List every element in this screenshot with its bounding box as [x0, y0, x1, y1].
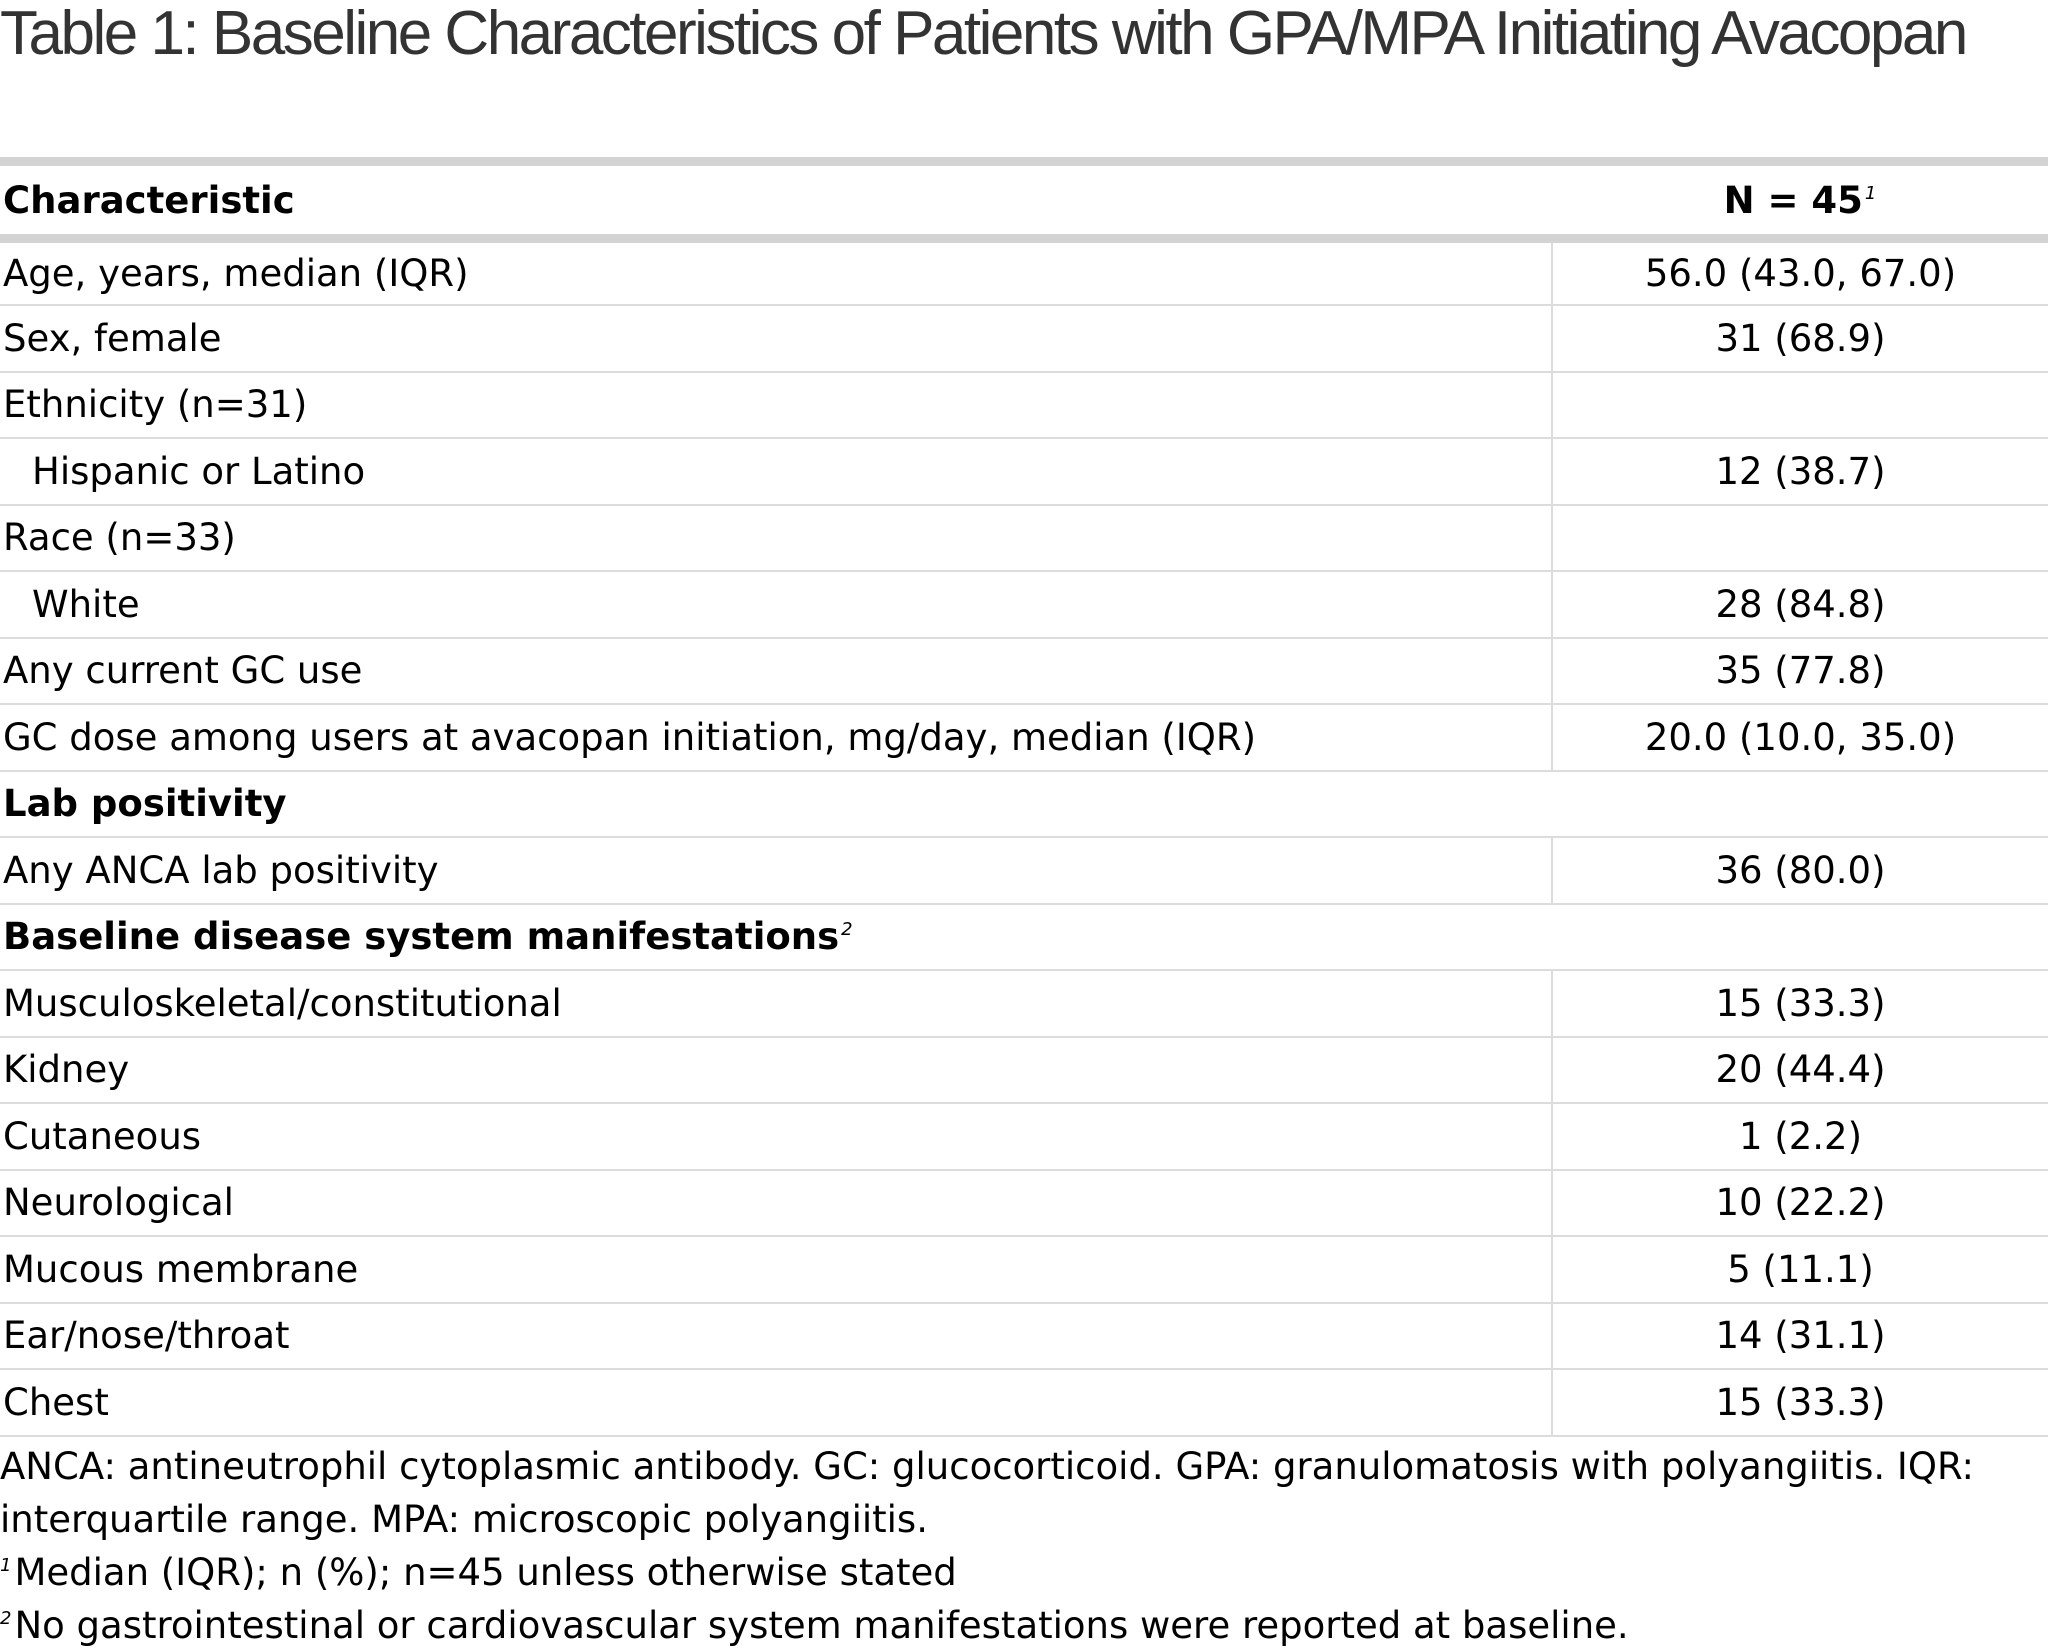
row-value: 35 (77.8)	[1552, 638, 2048, 705]
row-value	[1552, 505, 2048, 572]
row-value: 10 (22.2)	[1552, 1170, 2048, 1237]
row-value: 31 (68.9)	[1552, 305, 2048, 372]
table-row	[0, 1236, 2048, 1303]
footnote-2	[0, 1599, 2040, 1652]
column-header-characteristic: Characteristic	[0, 162, 1552, 239]
row-value: 15 (33.3)	[1552, 1369, 2048, 1436]
column-header-n-label: N = 45	[1723, 178, 1863, 222]
table-title: Table 1: Baseline Characteristics of Patients with GPA/MPA Initiating Avacopan	[0, 0, 1966, 68]
table-row	[0, 1303, 2048, 1370]
table-row	[0, 1037, 2048, 1104]
row-label: Ethnicity (n=31)	[0, 372, 1552, 439]
footnote-marker-1: 1	[1864, 182, 1877, 204]
row-label: Hispanic or Latino	[0, 438, 1552, 505]
row-value: 28 (84.8)	[1552, 571, 2048, 638]
row-value: 20 (44.4)	[1552, 1037, 2048, 1104]
row-value: 1 (2.2)	[1552, 1103, 2048, 1170]
footnote-1-marker: 1	[0, 1555, 12, 1576]
table-row	[0, 1103, 2048, 1170]
row-value	[1552, 771, 2048, 838]
row-value	[1552, 904, 2048, 971]
row-value: 56.0 (43.0, 67.0)	[1552, 239, 2048, 306]
row-value: 12 (38.7)	[1552, 438, 2048, 505]
table-row	[0, 571, 2048, 638]
column-header-n	[1552, 162, 2048, 239]
footnote-1-text: Median (IQR); n (%); n=45 unless otherwise stated	[14, 1551, 957, 1594]
table-group-row	[0, 771, 2048, 838]
row-label: Ear/nose/throat	[0, 1303, 1552, 1370]
group-label: Baseline disease system manifestations	[3, 915, 840, 959]
row-label: White	[0, 571, 1552, 638]
row-label: GC dose among users at avacopan initiation, mg/day, median (IQR)	[0, 704, 1552, 771]
table-row	[0, 638, 2048, 705]
table-row	[0, 239, 2048, 306]
row-label: Sex, female	[0, 305, 1552, 372]
row-label: Age, years, median (IQR)	[0, 239, 1552, 306]
table-row	[0, 970, 2048, 1037]
group-label: Lab positivity	[0, 771, 1552, 838]
row-value: 20.0 (10.0, 35.0)	[1552, 704, 2048, 771]
row-label: Any ANCA lab positivity	[0, 837, 1552, 904]
table-row	[0, 837, 2048, 904]
table-row	[0, 1369, 2048, 1436]
table-footnotes	[0, 1440, 2040, 1652]
row-label: Kidney	[0, 1037, 1552, 1104]
table-row	[0, 704, 2048, 771]
row-label: Race (n=33)	[0, 505, 1552, 572]
row-label: Chest	[0, 1369, 1552, 1436]
footnote-1	[0, 1546, 2040, 1599]
table-row	[0, 438, 2048, 505]
row-value: 36 (80.0)	[1552, 837, 2048, 904]
row-value: 14 (31.1)	[1552, 1303, 2048, 1370]
group-label-cell	[0, 904, 1552, 971]
row-label: Musculoskeletal/constitutional	[0, 970, 1552, 1037]
footnote-2-text: No gastrointestinal or cardiovascular system manifestations were reported at baseline.	[14, 1604, 1629, 1647]
table-row	[0, 1170, 2048, 1237]
table-header-row	[0, 162, 2048, 239]
row-label: Mucous membrane	[0, 1236, 1552, 1303]
abbreviations-note: ANCA: antineutrophil cytoplasmic antibody. GC: glucocorticoid. GPA: granulomatosis with polyangiitis. IQR: interquartile range. MPA: microscopic polyangiitis.	[0, 1445, 1974, 1541]
row-label: Any current GC use	[0, 638, 1552, 705]
table-group-row	[0, 904, 2048, 971]
row-value: 15 (33.3)	[1552, 970, 2048, 1037]
table-row	[0, 372, 2048, 439]
table-row	[0, 305, 2048, 372]
row-label: Cutaneous	[0, 1103, 1552, 1170]
row-value: 5 (11.1)	[1552, 1236, 2048, 1303]
row-label: Neurological	[0, 1170, 1552, 1237]
table-row	[0, 505, 2048, 572]
baseline-characteristics-table	[0, 157, 2048, 1437]
row-value	[1552, 372, 2048, 439]
footnote-marker-2: 2	[841, 919, 853, 941]
footnote-2-marker: 2	[0, 1608, 12, 1629]
